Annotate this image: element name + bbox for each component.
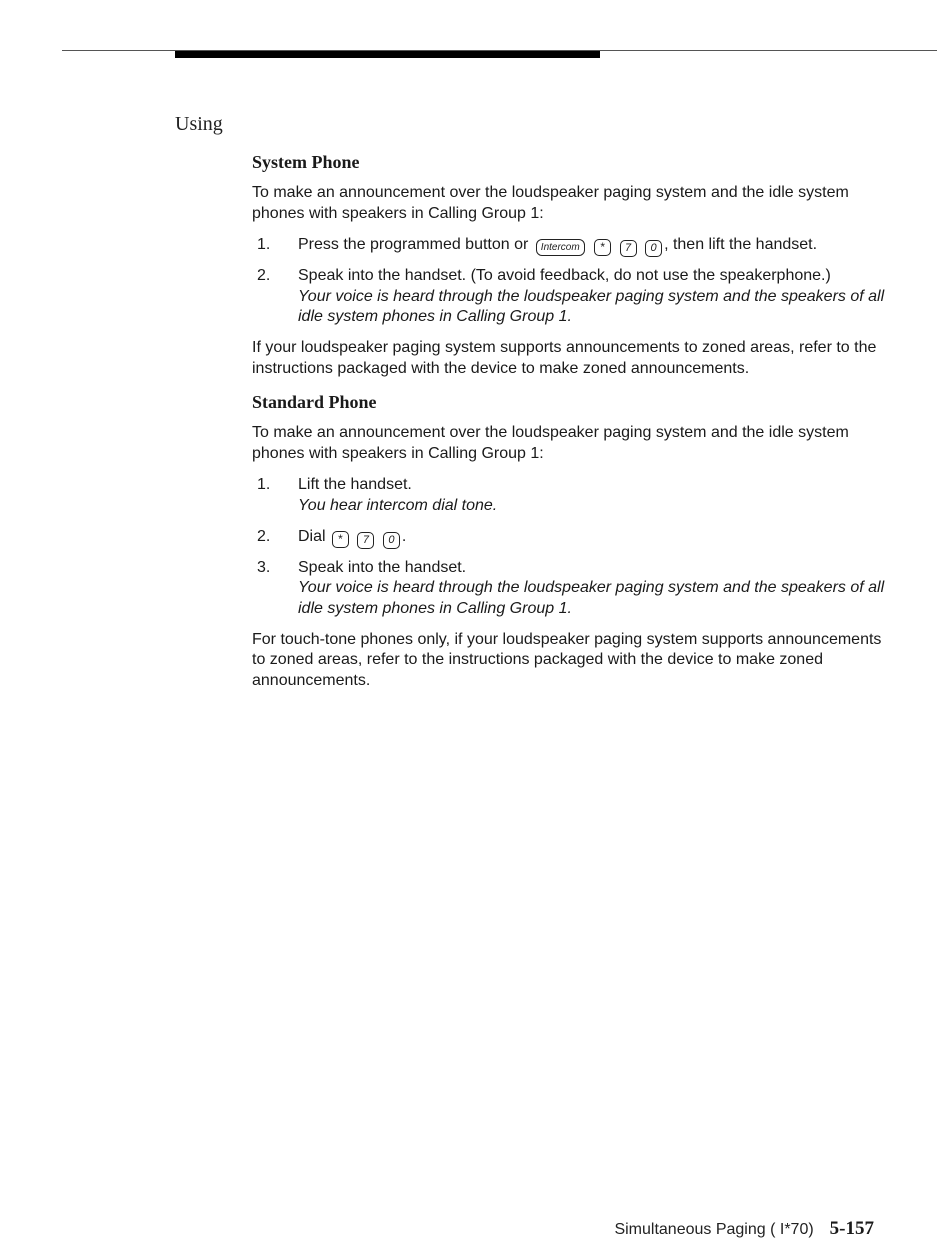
step-number: 1.	[257, 476, 271, 493]
standard-phone-title: Standard Phone	[252, 392, 377, 412]
system-phone-step-1	[252, 235, 892, 256]
standard-phone-intro: To make an announcement over the loudspeaker paging system and the idle system phones with speakers in Calling Group 1:	[252, 424, 849, 462]
main-content	[252, 150, 892, 702]
step-number: 1.	[257, 236, 271, 253]
seven-key-icon: 7	[620, 240, 637, 257]
step-number: 3.	[257, 558, 271, 576]
standard-phone-steps	[252, 475, 892, 619]
step-text-post: .	[401, 527, 407, 545]
step-text: Speak into the handset. (To avoid feedback, do not use the speakerphone.)	[298, 267, 831, 284]
step-result: Your voice is heard through the loudspeaker paging system and the speakers of all idle system phones in Calling Group 1.	[298, 287, 885, 325]
star-key-icon: *	[594, 239, 611, 256]
system-phone-note: If your loudspeaker paging system supports announcements to zoned areas, refer to the instructions packaged with the device to make zoned announcements.	[252, 339, 877, 377]
standard-phone-step-2	[252, 527, 892, 548]
step-text: Lift the handset.	[298, 476, 412, 493]
standard-phone-step-3	[252, 558, 892, 620]
step-result: You hear intercom dial tone.	[298, 496, 498, 514]
zero-key-icon: 0	[645, 240, 662, 257]
seven-key-icon: 7	[357, 532, 374, 549]
system-phone-step-2	[252, 266, 892, 328]
page-footer	[614, 1218, 874, 1240]
step-text-post: , then lift the handset.	[664, 236, 818, 253]
step-text-pre: Press the programmed button or	[298, 236, 529, 253]
step-result: Your voice is heard through the loudspeaker paging system and the speakers of all idle system phones in Calling Group 1.	[298, 579, 885, 617]
system-phone-intro: To make an announcement over the loudspeaker paging system and the idle system phones with speakers in Calling Group 1:	[252, 184, 849, 222]
intercom-key-icon: Intercom	[536, 239, 585, 256]
section-heading: Using	[175, 113, 223, 135]
step-number: 2.	[257, 267, 271, 284]
system-phone-title: System Phone	[252, 152, 360, 172]
standard-phone-step-1	[252, 475, 892, 516]
standard-phone-note: For touch-tone phones only, if your loudspeaker paging system supports announcements to zoned areas, refer to the instructions packaged with the device to make zoned announcements.	[252, 630, 882, 689]
step-text-pre: Dial	[298, 527, 326, 545]
step-number: 2.	[257, 527, 271, 545]
zero-key-icon: 0	[383, 532, 400, 549]
system-phone-steps	[252, 235, 892, 328]
step-text: Speak into the handset.	[298, 558, 467, 576]
star-key-icon: *	[332, 531, 349, 548]
header-rule-thick	[175, 51, 600, 58]
running-title: Simultaneous Paging ( I*70)	[614, 1221, 814, 1238]
page-number: 5-157	[829, 1218, 874, 1239]
